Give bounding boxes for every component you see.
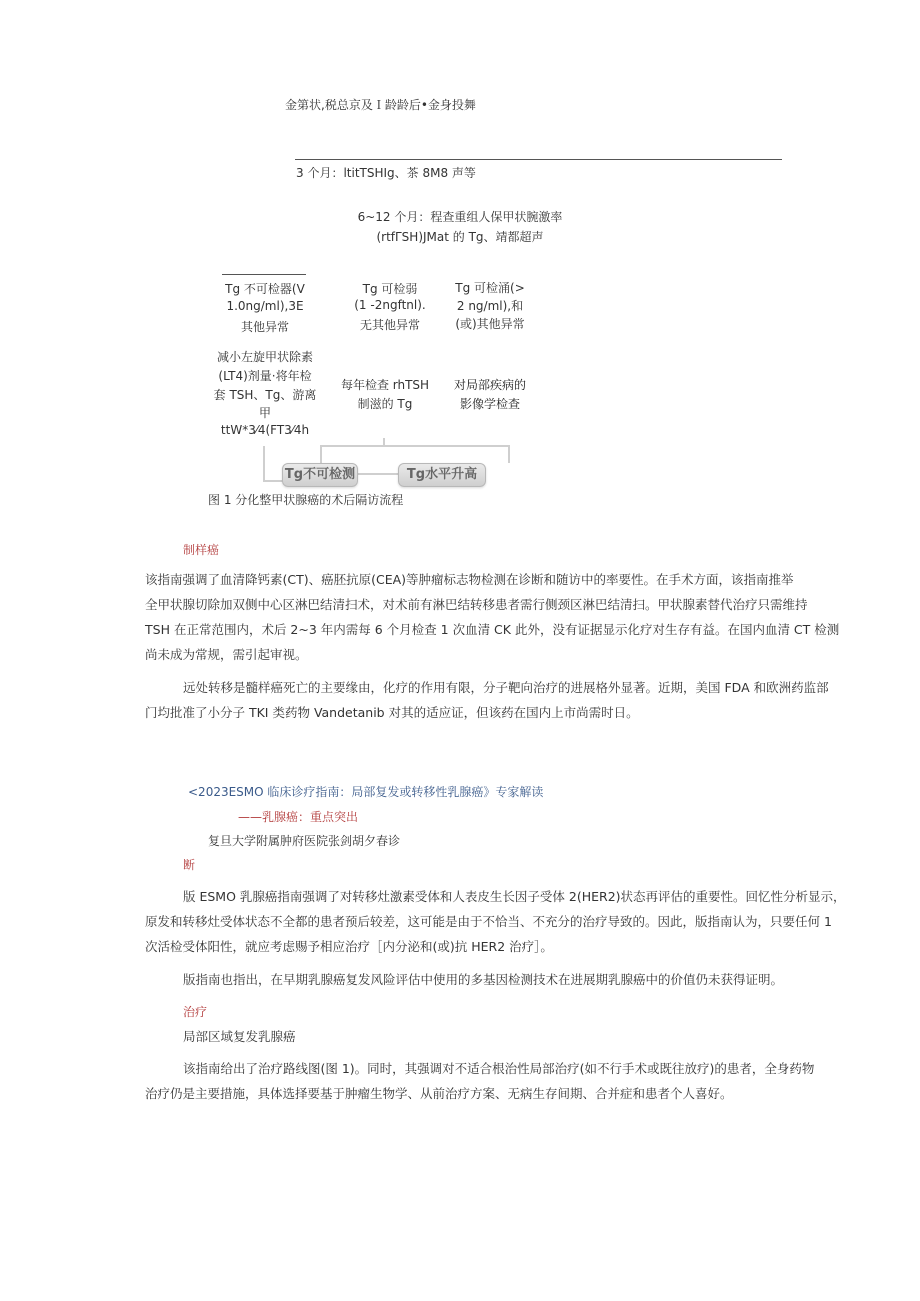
- paragraph-line: 远处转移是髓样癌死亡的主要缘由，化疗的作用有限，分子靶向治疗的进展格外显著。近期，美国 FDA 和欧洲药监部: [183, 680, 829, 695]
- col2-line1: Tg 可检弱: [362, 282, 418, 296]
- section-heading: 断: [183, 858, 196, 872]
- flowchart-divider: [295, 159, 782, 160]
- section-heading: 治疗: [183, 1005, 208, 1019]
- pill-tg-elevated: Tg水平升高: [398, 463, 486, 487]
- article-authors: 复旦大学附属肿府医院张剑胡夕春诊: [208, 834, 401, 848]
- act1-line5: ttW*3⁄4(FT3⁄4h: [220, 423, 310, 437]
- act1-line3: 套 TSH、Tg、游离: [213, 388, 317, 402]
- paragraph-line: 原发和转移灶受体状态不全都的患者预后较差，这可能是由于不恰当、不充分的治疗导致的。因此，版指南认为，只要任何 1: [145, 914, 832, 929]
- article-subtitle: ——乳腺癌：重点突出: [238, 810, 359, 824]
- flowchart-step2-line1: 6~12 个月：程查重组人保甲状腕激率: [357, 210, 563, 224]
- connector-right-drop: [508, 445, 510, 463]
- connector-between-pills: [355, 473, 400, 475]
- col1-top-rule: [222, 274, 306, 275]
- act3-line1: 对局部疾病的: [453, 378, 526, 392]
- paragraph-line: 治疗仍是主要措施，具体选择要基于肿瘤生物学、从前治疗方案、无病生存间期、合并症和患者个人喜好。: [145, 1086, 733, 1101]
- col3-line3: (或)其他异常: [455, 317, 525, 331]
- paragraph-line: TSH 在正常范围内，术后 2~3 年内需每 6 个月检查 1 次血清 CK 此外，没有证据显示化疗对生存有益。在国内血清 CT 检测: [145, 622, 840, 637]
- act2-line1: 每年检查 rhTSH: [340, 378, 430, 392]
- col1-line3: 其他异常: [240, 320, 289, 334]
- col1-line1: Tg 不可检器(V: [225, 282, 305, 296]
- col2-line3: 无其他异常: [359, 318, 420, 332]
- flowchart-three-month: 3 个月：ltitTSHIg、茶 8M8 声等: [296, 166, 476, 180]
- paragraph-line: 版 ESMO 乳腺癌指南强调了对转移灶激素受体和人表皮生长因子受体 2(HER2)状态再评估的重要性。回忆性分析显示，: [183, 889, 846, 904]
- col1-line2: 1.0ng/ml),3E: [226, 299, 304, 313]
- flowchart-top-line: 金第状,税总京及Ｉ龄龄后•金身投舞: [285, 98, 476, 112]
- paragraph-line: 全甲状腺切除加双侧中心区淋巴结清扫术，对术前有淋巴结转移患者需行侧颈区淋巴结清扫。甲状腺素替代治疗只需维持: [145, 597, 808, 612]
- connector-horizontal: [320, 445, 510, 447]
- pill-tg-undetectable: Tg不可检测: [282, 463, 358, 487]
- act2-line2: 制滋的 Tg: [357, 397, 413, 411]
- article-title: <2023ESMO 临床诊疗指南：局部复发或转移性乳腺癌》专家解读: [188, 785, 544, 799]
- connector-feedback-vertical: [263, 446, 265, 482]
- section-heading: 制样癌: [183, 543, 220, 557]
- col2-line2: (1 -2ngftnl).: [354, 298, 426, 312]
- act1-line1: 减小左旋甲状除素: [216, 350, 313, 364]
- col3-line1: Tg 可检涌(>: [455, 281, 525, 295]
- sub-heading: 局部区域复发乳腺癌: [183, 1029, 296, 1044]
- connector-left-drop: [320, 445, 322, 463]
- paragraph-line: 尚未成为常规，需引起审视。: [145, 647, 308, 662]
- act3-line2: 影像学检查: [459, 397, 520, 411]
- paragraph-line: 门均批准了小分子 TKI 类药物 Vandetanib 对其的适应证，但该药在国内上市尚需时日。: [145, 705, 639, 720]
- paragraph-line: 该指南给出了治疗路线图(图 1)。同时，其强调对不适合根治性局部治疗(如不行手术或既往放疗)的患者，全身药物: [183, 1061, 815, 1076]
- act1-line4: 甲: [258, 406, 271, 420]
- paragraph-line: 版指南也指出，在早期乳腺癌复发风险评估中使用的多基因检测技术在进展期乳腺癌中的价值仍未获得证明。: [183, 972, 784, 987]
- paragraph-line: 次活检受体阳性，就应考虑赐予相应治疗［内分泌和(或)抗 HER2 治疗］。: [145, 939, 553, 954]
- paragraph-line: 该指南强调了血清降钙素(CT)、癌胚抗原(CEA)等肿瘤标志物检测在诊断和随访中的率要性。在手术方面，该指南推举: [145, 572, 794, 587]
- flowchart-step2-line2: (rtfΓSH)JMat 的 Tg、靖都超声: [376, 230, 544, 244]
- figure-caption: 图 1 分化整甲状腺癌的术后隔访流程: [208, 493, 404, 507]
- col3-line2: 2 ng/ml),和: [456, 299, 524, 313]
- act1-line2: (LT4)剂量·将年检: [218, 369, 312, 383]
